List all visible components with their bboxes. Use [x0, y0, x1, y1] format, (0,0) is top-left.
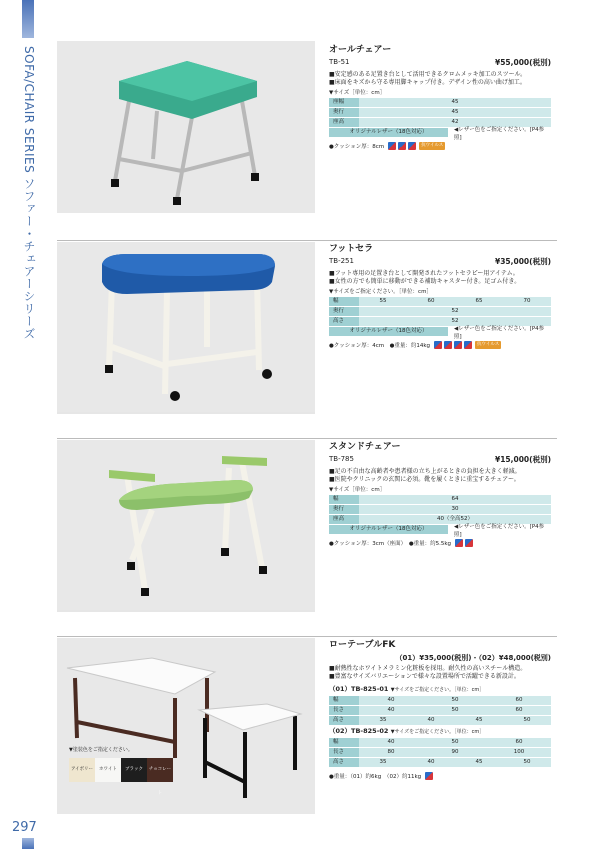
variant-label-01 [329, 684, 551, 695]
desc-line: ■足の不自由な高齢者や患者様の立ち上がるときの負担を大きく軽減。 [329, 468, 521, 475]
product-code: TB-785 [329, 455, 354, 463]
row-value: 45 [451, 109, 459, 115]
product-info-tb785 [329, 440, 551, 548]
code-price-row [329, 256, 551, 267]
variant-code: （01）TB-825-01 [329, 685, 389, 693]
size-label: ▼サイズ［単位：cm］ [329, 90, 386, 96]
finish-note: ▼塗装色をご指定ください。 [69, 747, 133, 753]
size-table-01 [329, 696, 551, 725]
page-number: 297 [12, 820, 37, 835]
table-row [329, 108, 551, 117]
desc-line: ■耐熱性なホワイトメラミン化粧板を採用。耐久性の高いスチール構造。 [329, 665, 527, 672]
row-value: 40（全高52） [437, 516, 473, 522]
size-table-02 [329, 738, 551, 767]
product-section-tb785 [57, 438, 557, 613]
cube-icon [455, 539, 463, 547]
variant-label-02 [329, 726, 551, 737]
size-label: ▼サイズをご指定ください。［単位：cm］ [329, 289, 432, 295]
foot-stool-illustration [57, 242, 315, 412]
series-title: SOFA/CHAIR SERIES ソファー・チェアーシリーズ [22, 46, 36, 341]
leather-note: ◀レザー色をご指定ください。[P4参照] [453, 325, 545, 340]
cube-icon [425, 772, 433, 780]
product-price: ¥35,000(税別) [494, 257, 551, 266]
size-table [329, 98, 551, 127]
table-row [329, 758, 551, 767]
row-label: 幅 [329, 495, 359, 504]
row-value: 80 [387, 749, 395, 755]
product-name: スタンドチェアー [329, 442, 401, 452]
row-value: 45 [451, 99, 459, 105]
row-value: 40 [387, 697, 395, 703]
table-row [329, 696, 551, 705]
cube-icon [388, 142, 396, 150]
row-label: 奥行 [329, 307, 359, 316]
row-value: 50 [523, 717, 531, 723]
table-row [329, 706, 551, 715]
row-value: 50 [451, 697, 459, 703]
row-value: 60 [515, 739, 523, 745]
cushion-text: ●クッション厚：4cm ●重量：約14kg [329, 343, 431, 349]
color-swatches [69, 758, 173, 796]
variant-code: （02）TB-825-02 [329, 727, 389, 735]
swatch-black: ブラック [121, 758, 147, 782]
row-value: 100 [513, 749, 525, 755]
row-value: 50 [451, 707, 459, 713]
variant-size-note: ▼サイズをご指定ください。［単位：cm］ [390, 729, 485, 735]
row-label: 長さ [329, 748, 359, 757]
weight-text: ●重量：（01）約6kg （02）約11kg [329, 774, 422, 780]
cushion-row [329, 538, 551, 548]
leather-row [329, 325, 551, 340]
row-value: 70 [523, 298, 531, 304]
size-label: ▼サイズ［単位：cm］ [329, 487, 386, 493]
product-section-tb251 [57, 240, 557, 415]
row-label: 幅 [329, 738, 359, 747]
row-value: 35 [379, 717, 387, 723]
table-row [329, 738, 551, 747]
swatch-chocolate: チョコレート [147, 758, 173, 782]
row-value: 90 [451, 749, 459, 755]
row-value: 42 [451, 119, 459, 125]
row-value: 50 [451, 739, 459, 745]
row-value: 52 [451, 318, 459, 324]
leather-row [329, 126, 551, 141]
cube-icon [444, 341, 452, 349]
row-label: 座高 [329, 118, 359, 127]
row-value: 64 [451, 496, 459, 502]
antiviral-tag: 抗ウイルス [477, 342, 500, 347]
weight-row [329, 771, 551, 781]
row-value: 60 [427, 298, 435, 304]
desc-line: ■床面をキズから守る専用脚キャップ付き。デザイン性の高い曲げ加工。 [329, 79, 526, 86]
row-value: 40 [427, 759, 435, 765]
variant-size-note: ▼サイズをご指定ください。［単位：cm］ [390, 687, 485, 693]
row-value: 35 [379, 759, 387, 765]
row-label: 高さ [329, 716, 359, 725]
row-value: 40 [427, 717, 435, 723]
desc-line: ■医院やクリニックの玄関に必須。靴を履くときに重宝するチェアー。 [329, 476, 520, 483]
row-value: 60 [515, 697, 523, 703]
row-label: 奥行 [329, 108, 359, 117]
product-code: TB-51 [329, 58, 350, 66]
cube-icon [398, 142, 406, 150]
cushion-text: ●クッション厚：3cm（座面） ●重量：約5.5kg [329, 541, 452, 547]
row-value: 60 [515, 707, 523, 713]
leather-row [329, 523, 551, 538]
leather-box: オリジナルレザー（18色対応） [329, 327, 448, 336]
row-label: 幅 [329, 696, 359, 705]
product-price: ¥15,000(税別) [494, 455, 551, 464]
product-name: オールチェアー [329, 45, 392, 55]
row-value: 40 [387, 739, 395, 745]
cube-icon [454, 341, 462, 349]
row-value: 40 [387, 707, 395, 713]
low-table-illustration [57, 638, 315, 814]
table-row [329, 716, 551, 725]
cube-icon [465, 539, 473, 547]
cube-icon [408, 142, 416, 150]
product-section-fk [57, 636, 557, 816]
product-description [329, 71, 551, 87]
row-value: 52 [451, 308, 459, 314]
desc-line: ■豊富なサイズバリエーションで様々な設置場所で活躍できる新設計。 [329, 673, 520, 680]
product-info-tb251 [329, 242, 551, 350]
desc-line: ■女性の方でも簡単に移動ができる補助キャスター付き。足ゴム付き。 [329, 278, 521, 285]
desc-line: ■安定感のある足置き台として活用できるクロムメッキ加工のスツール。 [329, 71, 527, 78]
product-section-tb51 [57, 41, 557, 216]
section-divider [57, 438, 557, 439]
side-accent-bar-bottom [22, 838, 34, 849]
row-value: 45 [475, 717, 483, 723]
stand-chair-illustration [57, 440, 315, 610]
cube-icon [464, 341, 472, 349]
code-price-row [329, 454, 551, 465]
row-value: 30 [451, 506, 459, 512]
row-value: 55 [379, 298, 387, 304]
leather-box: オリジナルレザー（18色対応） [329, 128, 448, 137]
row-label: 幅 [329, 297, 359, 306]
stool-illustration [57, 41, 315, 213]
cushion-row [329, 141, 551, 151]
row-value: 65 [475, 298, 483, 304]
product-info-fk [329, 638, 551, 781]
product-photo-tb51 [57, 41, 315, 213]
section-divider [57, 240, 557, 241]
leather-box: オリジナルレザー（18色対応） [329, 525, 448, 534]
swatch-white: ホワイト [95, 758, 121, 782]
size-table [329, 297, 551, 326]
product-name: フットセラ [329, 244, 374, 254]
table-row [329, 495, 551, 504]
product-photo-tb785 [57, 440, 315, 612]
cube-icon [434, 341, 442, 349]
table-row [329, 748, 551, 757]
table-row [329, 297, 551, 306]
product-name: ローテーブルFK [329, 640, 396, 650]
product-price: （01）¥35,000(税別)・（02）¥48,000(税別) [395, 654, 551, 662]
row-label: 長さ [329, 706, 359, 715]
product-photo-tb251 [57, 242, 315, 414]
product-description [329, 665, 551, 681]
table-row [329, 505, 551, 514]
swatch-ivory: アイボリー [69, 758, 95, 782]
product-info-tb51 [329, 43, 551, 151]
antiviral-tag: 抗ウイルス [421, 143, 444, 148]
product-description [329, 270, 551, 286]
row-label: 高さ [329, 317, 359, 326]
leather-note: ◀レザー色をご指定ください。[P4参照] [453, 523, 545, 538]
row-label: 奥行 [329, 505, 359, 514]
row-value: 45 [475, 759, 483, 765]
row-label: 座幅 [329, 98, 359, 107]
product-code: TB-251 [329, 257, 354, 265]
desc-line: ■フット専用の足置き台として開発されたフットセラピー用アイテム。 [329, 270, 519, 277]
table-row [329, 98, 551, 107]
side-accent-bar [22, 0, 34, 38]
row-value: 50 [523, 759, 531, 765]
product-description [329, 468, 551, 484]
size-table [329, 495, 551, 524]
cushion-row [329, 340, 551, 350]
product-photo-fk [57, 638, 315, 814]
product-price: ¥55,000(税別) [494, 58, 551, 67]
leather-note: ◀レザー色をご指定ください。[P4参照] [453, 126, 545, 141]
row-label: 座高 [329, 515, 359, 524]
cushion-text: ●クッション厚：8cm [329, 144, 385, 150]
code-price-row [329, 57, 551, 68]
section-divider [57, 636, 557, 637]
table-row [329, 307, 551, 316]
row-label: 高さ [329, 758, 359, 767]
